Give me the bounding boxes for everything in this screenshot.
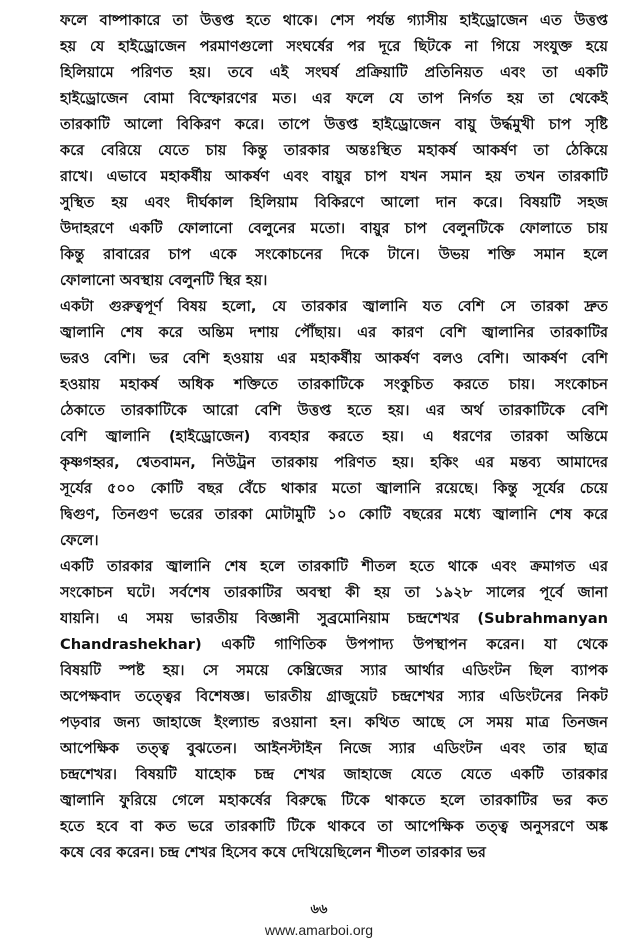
text-line: কৃষ্ণগহ্বর, শ্বেতবামন, নিউট্রন তারকায় পরিণত হয়। হকিং এর মন্তব্য আমাদের [60,454,608,471]
text-line: তারকাটি আলো বিকিরণ করে। তাপে উত্তপ্ত হাইড্রোজেন বায়ু উর্দ্ধমুখী চাপ সৃষ্টি [60,116,608,133]
text-line: হিলিয়ামে পরিণত হয়। তবে এই সংঘর্ষ প্রক্রিয়াটি প্রতিনিয়ত এবং তা একটি [60,64,608,81]
text-line: বিষয়টি স্পষ্ট হয়। সে সময়ে কেম্ব্রিজের স্যার আর্থার এডিংটন ছিল ব্যাপক [60,662,608,679]
text-line: হওয়ায় মহাকর্ষ অধিক শক্তিতে তারকাটিকে সংকুচিত করতে চায়। সংকোচন [60,376,608,393]
text-line: অপেক্ষবাদ তত্ত্বের বিশেষজ্ঞ। ভারতীয় গ্রাজুয়েট চন্দ্রশেখর স্যার এডিংটনের নিকট [60,688,608,705]
text-line: Chandrashekhar) একটি গাণিতিক উপপাদ্য উপস্থাপন করেন। যা থেকে [60,636,608,653]
text-line: ঠেকাতে তারকাটিকে আরো বেশি উত্তপ্ত হতে হয়। এর অর্থ তারকাটিকে বেশি [60,402,608,419]
text-line: দ্বিগুণ, তিনগুণ ভরের তারকা মোটামুটি ১০ কোটি বছরের মধ্যে জ্বালানি শেষ করে [60,506,608,523]
text-line: উদাহরণে একটি ফোলানো বেলুনের মতো। বায়ুর চাপ বেলুনটিকে ফোলাতে চায় [60,220,608,237]
text-line: কষে বের করেন। চন্দ্র শেখর হিসেব কষে দেখিয়েছিলেন শীতল তারকার ভর [60,844,486,861]
text-line: কিন্তু রাবারের চাপ একে সংকোচনের দিকে টানে। উভয় শক্তি সমান হলে [60,246,608,263]
paragraph [60,294,608,554]
paragraph [60,8,608,294]
text-line: সুস্থিত হয় এবং দীর্ঘকাল হিলিয়াম বিকিরণে আলো দান করে। বিষয়টি সহজ [60,194,608,211]
text-line: পড়বার জন্য জাহাজে ইংল্যান্ড রওয়ানা হন। কথিত আছে সে সময় মাত্র তিনজন [60,714,608,731]
text-line: ফলে বাষ্পাকারে তা উত্তপ্ত হতে থাকে। শেস পর্যন্ত গ্যাসীয় হাইড্রোজেন এত উত্তপ্ত [60,12,608,29]
text-line: জ্বালানি ফুরিয়ে গেলে মহাকর্ষের বিরুদ্ধে টিকে থাকতে হলে তারকাটির ভর কত [60,792,608,809]
text-line: জ্বালানি শেষ করে অন্তিম দশায় পৌঁছায়। এর কারণ বেশি জ্বালানির তারকাটির [60,324,608,341]
text-line: একটি তারকার জ্বালানি শেষ হলে তারকাটি শীতল হতে থাকে এবং ক্রমাগত এর [60,558,608,575]
website-url: www.amarboi.org [264,922,374,938]
paragraph [60,554,608,866]
text-line: সংকোচন ঘটে। সর্বশেষ তারকাটির অবস্থা কী হয় তা ১৯২৮ সালের পূর্বে জানা [60,584,608,601]
text-line: সূর্যের ৫০০ কোটি বছর বেঁচে থাকার মতো জ্বালানি রয়েছে। কিন্তু সূর্যের চেয়ে [60,480,608,497]
text-line: আপেক্ষিক তত্ত্ব বুঝতেন। আইনস্টাইন নিজে স্যার এডিংটন এবং তার ছাত্র [60,740,608,757]
body-text [60,8,608,866]
text-line: ফোলানো অবস্থায় বেলুনটি স্থির হয়। [60,272,268,289]
text-line: যায়নি। এ সময় ভারতীয় বিজ্ঞানী সুব্রমোনিয়াম চন্দ্রশেখর (Subrahmanyan [60,610,608,627]
text-line: চন্দ্রশেখর। বিষয়টি যাহোক চন্দ্র শেখর জাহাজে যেতে যেতে একটি তারকার [60,766,608,783]
text-line: হয় যে হাইড্রোজেন পরমাণগুলো সংঘর্ষের পর দূরে ছিটকে না গিয়ে সংযুক্ত হয়ে [60,38,608,55]
page-number: ৬৬ [310,902,328,917]
text-line: রাখে। এভাবে মহাকর্ষীয় আকর্ষণ এবং বায়ুর চাপ যখন সমান হয় তখন তারকাটি [60,168,608,185]
text-line: ফেলে। [60,532,99,549]
text-line: বেশি জ্বালানি (হাইড্রোজেন) ব্যবহার করতে হয়। এ ধরণের তারকা অন্তিমে [60,428,608,445]
text-line: একটা গুরুত্বপূর্ণ বিষয় হলো, যে তারকার জ্বালানি যত বেশি সে তারকা দ্রুত [60,298,608,315]
text-line: হাইড্রোজেন বোমা বিস্ফোরণের মত। এর ফলে যে তাপ নির্গত হয় তা থেকেই [60,90,608,107]
text-line: ভরও বেশি। ভর বেশি হওয়ায় এর মহাকর্ষীয় আকর্ষণ বলও বেশি। আকর্ষণ বেশি [60,350,608,367]
text-line: করে বেরিয়ে যেতে চায় কিন্তু তারকার অন্তঃস্থিত মহাকর্ষ আকর্ষণ তা ঠেকিয়ে [60,142,608,159]
text-line: হতে হবে বা কত ভরে তারকাটি টিকে থাকবে তা আপেক্ষিক তত্ত্ব অনুসরণে অঙ্ক [60,818,608,835]
